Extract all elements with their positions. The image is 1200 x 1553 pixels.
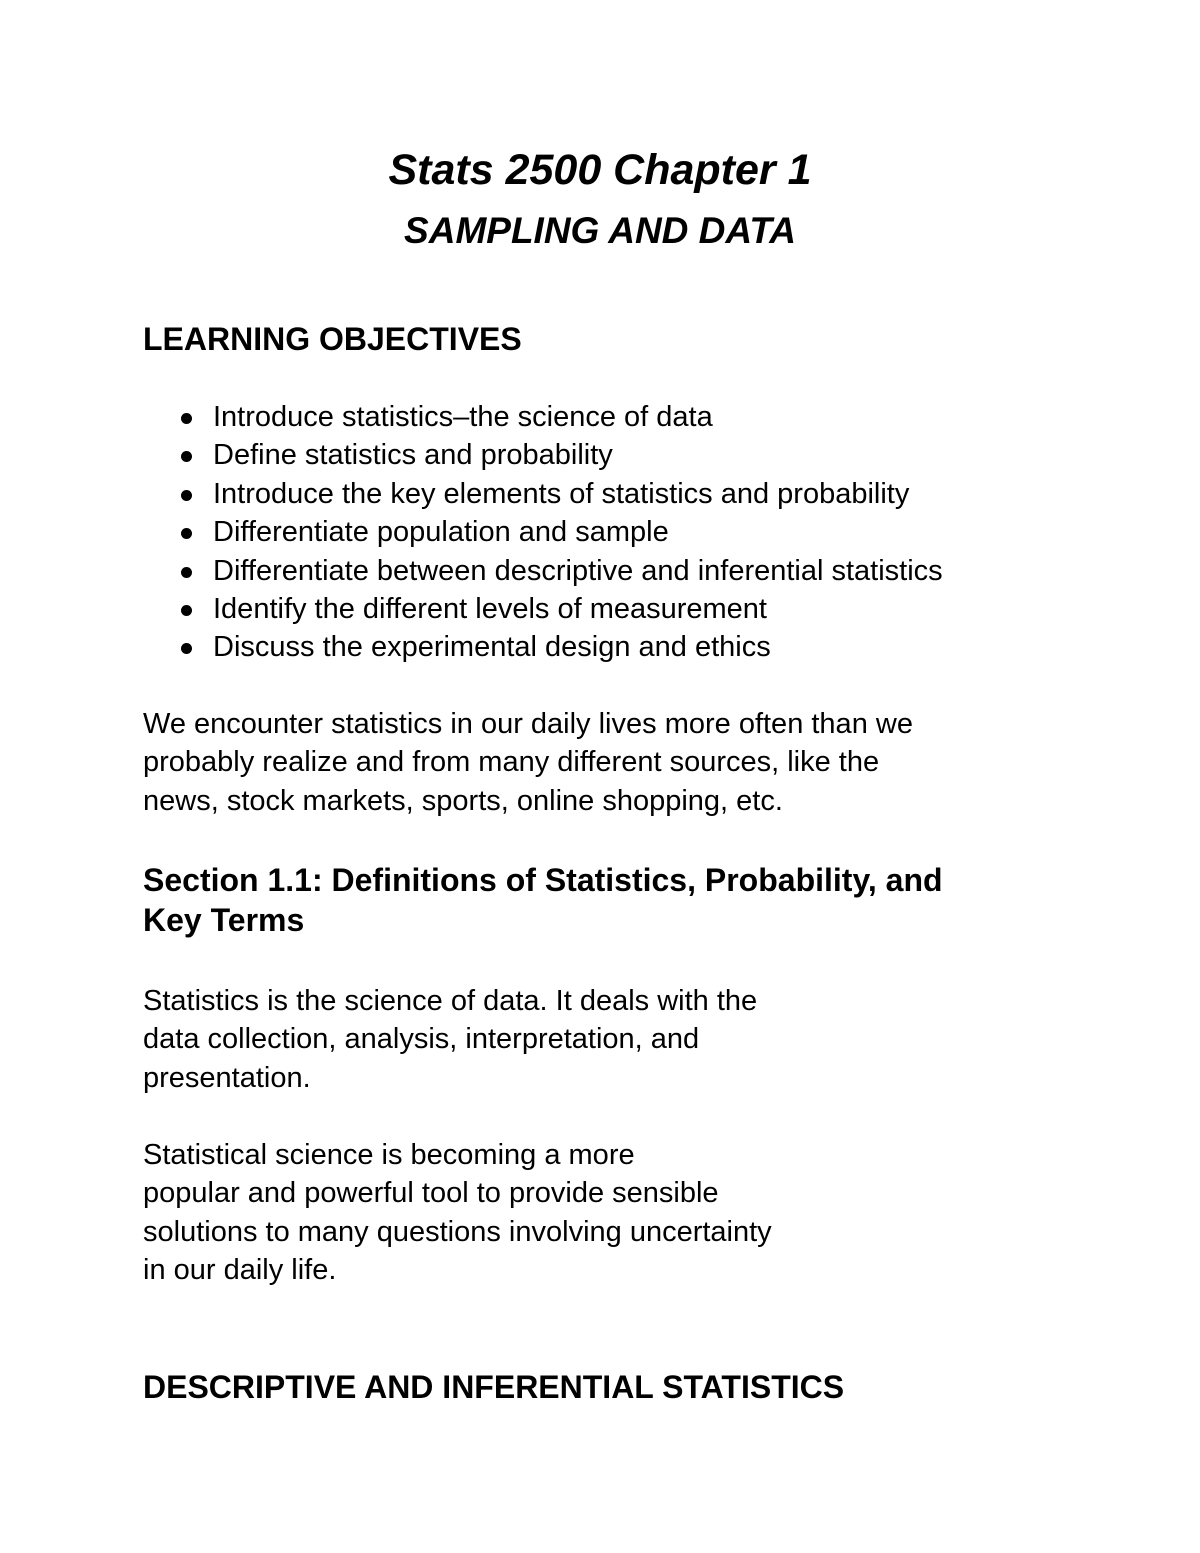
heading-line: Key Terms	[143, 902, 305, 938]
paragraph-line: Statistics is the science of data. It deals with the	[143, 985, 758, 1017]
bullet-icon	[181, 528, 192, 539]
objective-item	[143, 398, 943, 436]
bullet-icon	[181, 490, 192, 501]
objective-text: Discuss the experimental design and ethics	[213, 631, 771, 664]
objective-item	[143, 552, 943, 590]
objective-item	[143, 590, 943, 628]
objective-text: Differentiate population and sample	[213, 516, 669, 549]
paragraph-line: Statistical science is becoming a more	[143, 1139, 635, 1171]
paragraph-line: presentation.	[143, 1061, 311, 1094]
section-1-1-heading	[143, 860, 943, 940]
objective-text: Differentiate between descriptive and inferential statistics	[213, 554, 943, 587]
descriptive-inferential-heading: DESCRIPTIVE AND INFERENTIAL STATISTICS	[143, 1369, 845, 1405]
learning-objectives-heading: LEARNING OBJECTIVES	[143, 321, 522, 357]
objective-item	[143, 628, 943, 666]
document-subtitle: SAMPLING AND DATA	[404, 210, 796, 251]
bullet-icon	[181, 567, 192, 578]
objective-text: Introduce statistics–the science of data	[213, 401, 713, 433]
bullet-icon	[181, 413, 192, 424]
intro-paragraph	[143, 705, 913, 820]
statistical-science-paragraph	[143, 1136, 772, 1290]
paragraph-line: data collection, analysis, interpretation, and	[143, 1023, 700, 1056]
paragraph-line: solutions to many questions involving uncertainty	[143, 1215, 772, 1248]
objective-text: Identify the different levels of measurement	[213, 593, 767, 626]
paragraph-line: news, stock markets, sports, online shopping, etc.	[143, 784, 783, 817]
document-title: Stats 2500 Chapter 1	[388, 146, 812, 194]
paragraph-line: popular and powerful tool to provide sensible	[143, 1177, 719, 1210]
objective-text: Introduce the key elements of statistics and probability	[213, 477, 910, 510]
bullet-icon	[181, 643, 192, 654]
objective-item	[143, 513, 943, 551]
paragraph-line: probably realize and from many different sources, like the	[143, 746, 880, 779]
bullet-icon	[181, 605, 192, 616]
bullet-icon	[181, 451, 192, 462]
objective-text: Define statistics and probability	[213, 439, 613, 472]
paragraph-line: in our daily life.	[143, 1254, 337, 1287]
objective-item	[143, 475, 943, 513]
objective-item	[143, 436, 943, 474]
paragraph-line: We encounter statistics in our daily lives more often than we	[143, 708, 913, 740]
heading-line: Section 1.1: Definitions of Statistics, Probability, and	[143, 862, 943, 898]
learning-objectives-list	[143, 398, 943, 667]
statistics-definition-paragraph	[143, 982, 757, 1097]
